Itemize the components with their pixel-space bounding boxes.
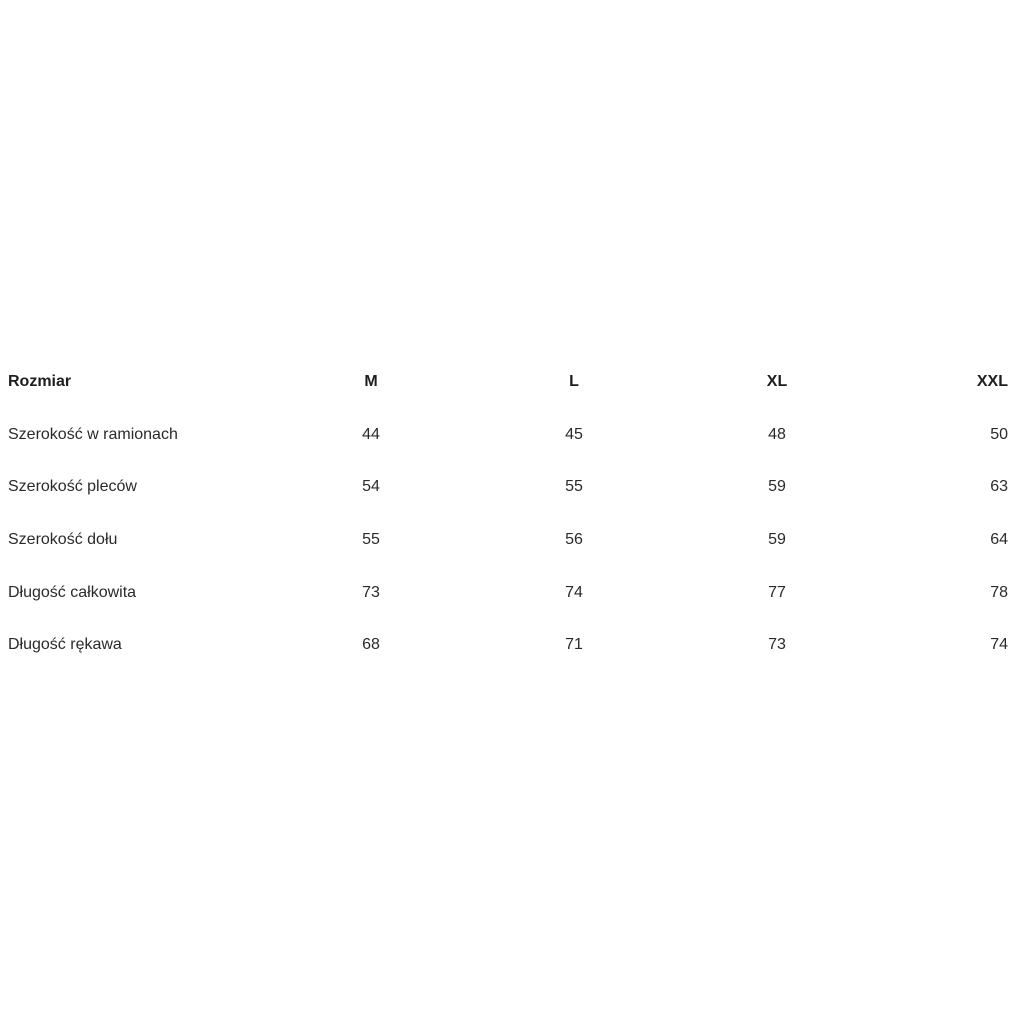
cell-value: 63 — [990, 478, 1008, 496]
table-row — [8, 619, 1008, 672]
row-label: Szerokość dołu — [8, 531, 118, 549]
header-size-m: M — [364, 373, 378, 391]
cell-value: 56 — [565, 531, 583, 549]
cell-value: 64 — [990, 531, 1008, 549]
row-label: Szerokość w ramionach — [8, 425, 178, 443]
cell-value: 73 — [362, 583, 380, 601]
cell-value: 45 — [565, 425, 583, 443]
table-header-row — [8, 356, 1008, 409]
table-row — [8, 461, 1008, 514]
table-row — [8, 514, 1008, 567]
cell-value: 44 — [362, 425, 380, 443]
table-row — [8, 409, 1008, 462]
header-size-xxl: XXL — [976, 373, 1008, 391]
cell-value: 78 — [990, 583, 1008, 601]
cell-value: 55 — [362, 531, 380, 549]
cell-value: 59 — [768, 478, 786, 496]
header-size-xl: XL — [766, 373, 788, 391]
cell-value: 59 — [768, 531, 786, 549]
row-label: Długość rękawa — [8, 636, 122, 654]
cell-value: 50 — [990, 425, 1008, 443]
cell-value: 71 — [565, 636, 583, 654]
cell-value: 74 — [565, 583, 583, 601]
row-label: Szerokość pleców — [8, 478, 137, 496]
cell-value: 54 — [362, 478, 380, 496]
table-row — [8, 566, 1008, 619]
cell-value: 73 — [768, 636, 786, 654]
cell-value: 77 — [768, 583, 786, 601]
header-size-label: Rozmiar — [8, 373, 72, 391]
size-chart-table — [8, 356, 1008, 672]
cell-value: 48 — [768, 425, 786, 443]
cell-value: 55 — [565, 478, 583, 496]
header-size-l: L — [569, 373, 579, 391]
row-label: Długość całkowita — [8, 583, 137, 601]
cell-value: 68 — [362, 636, 380, 654]
cell-value: 74 — [990, 636, 1008, 654]
